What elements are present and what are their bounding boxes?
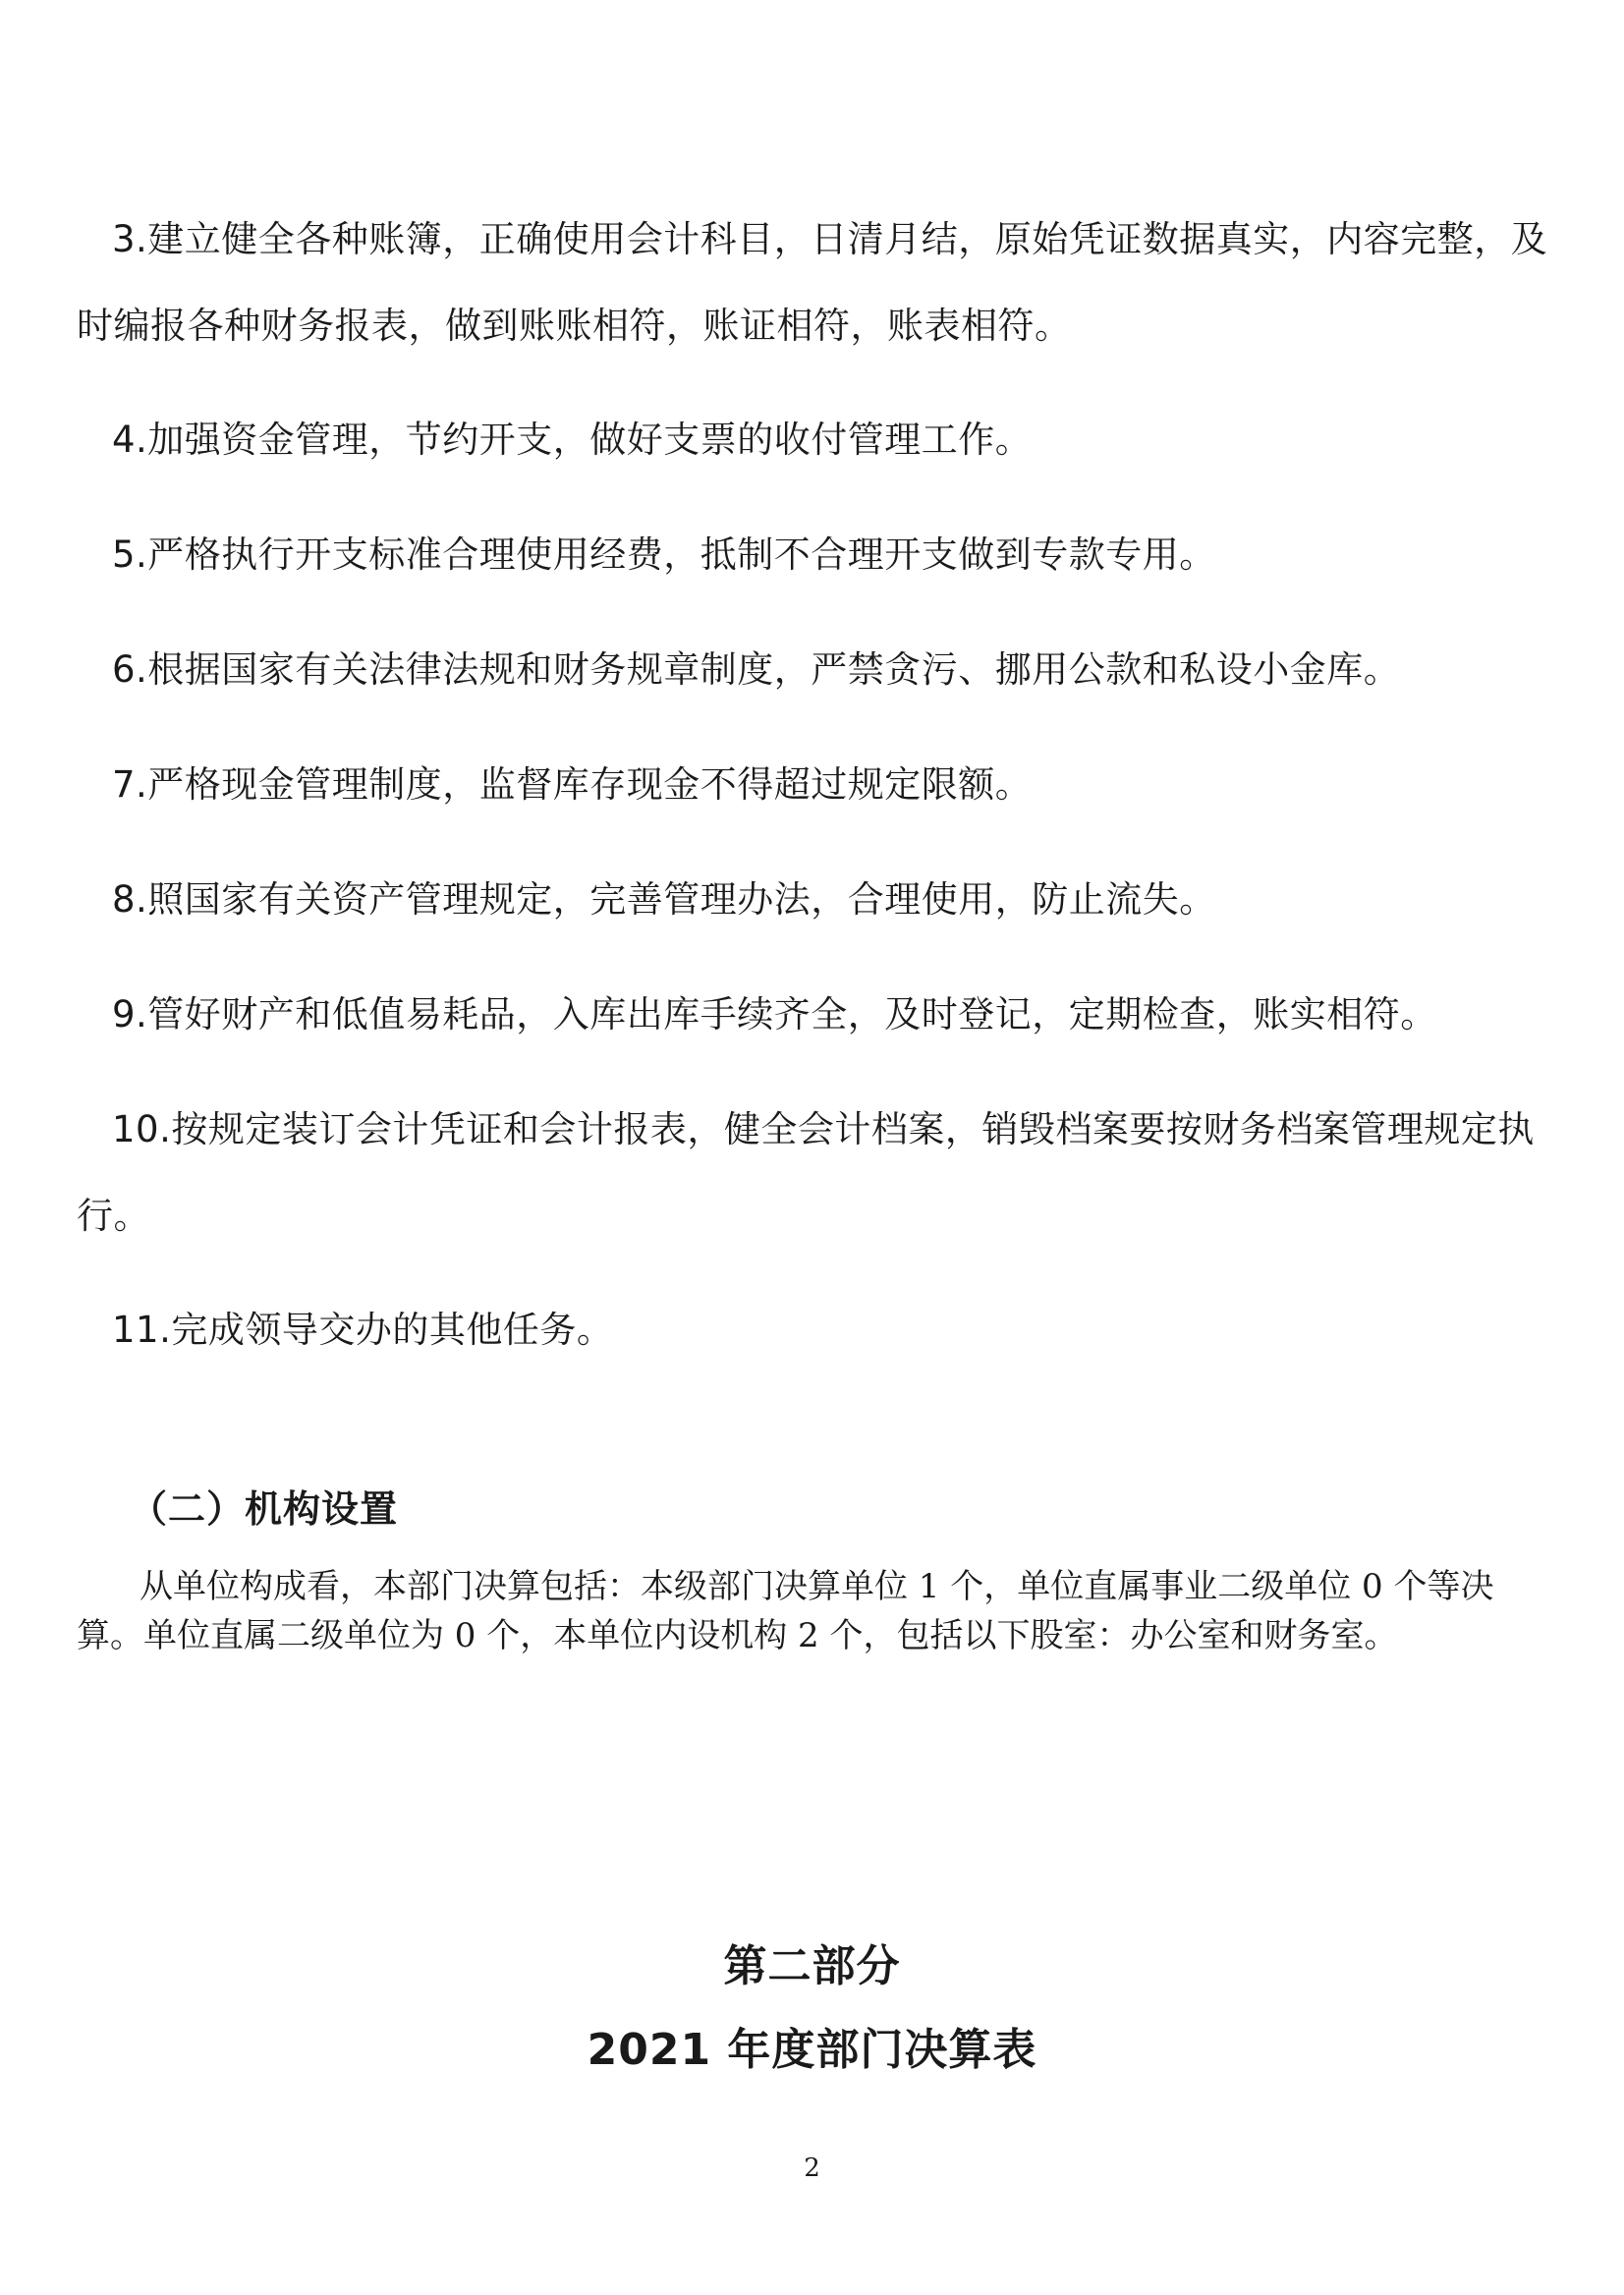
duty-item-8: 8.照国家有关资产管理规定，完善管理办法，合理使用，防止流失。	[112, 878, 1216, 921]
part-subtitle: 2021 年度部门决算表	[587, 2025, 1037, 2075]
duty-item-11: 11.完成领导交办的其他任务。	[112, 1309, 614, 1351]
org-section-paragraph: 从单位构成看，本部门决算包括：本级部门决算单位 1 个，单位直属事业二级单位 0 个等决算。单位直属二级单位为 0 个，本单位内设机构 2 个，包括以下股室：办公室和财务室。	[77, 1567, 1494, 1655]
duty-item-10: 10.按规定装订会计凭证和会计报表，健全会计档案，销毁档案要按财务档案管理规定执行。	[77, 1108, 1535, 1237]
duty-item-9: 9.管好财产和低值易耗品，入库出库手续齐全，及时登记，定期检查，账实相符。	[112, 993, 1437, 1036]
part-title: 第二部分	[723, 1941, 901, 1991]
duty-item-4: 4.加强资金管理，节约开支，做好支票的收付管理工作。	[112, 419, 1033, 461]
page-number: 2	[804, 2154, 820, 2183]
duty-item-6: 6.根据国家有关法律法规和财务规章制度，严禁贪污、挪用公款和私设小金库。	[112, 648, 1401, 691]
org-section-heading: （二）机构设置	[130, 1487, 399, 1531]
duty-item-3: 3.建立健全各种账簿，正确使用会计科目，日清月结，原始凭证数据真实，内容完整，及时编报各种财务报表，做到账账相符，账证相符，账表相符。	[77, 218, 1548, 347]
duty-item-5: 5.严格执行开支标准合理使用经费，抵制不合理开支做到专款专用。	[112, 533, 1216, 576]
duty-item-7: 7.严格现金管理制度，监督库存现金不得超过规定限额。	[112, 763, 1033, 806]
